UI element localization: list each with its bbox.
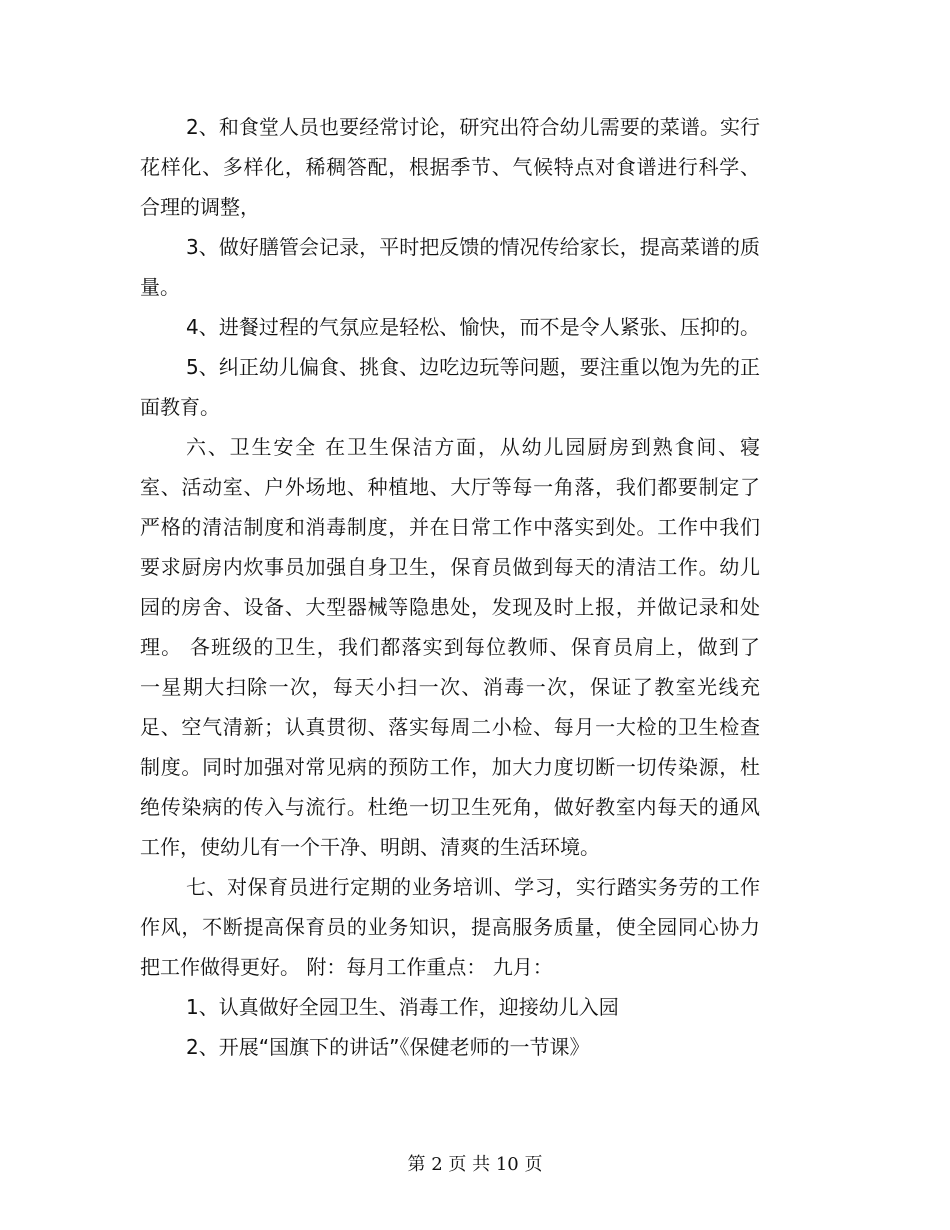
paragraph-line: 面教育。 (140, 395, 220, 419)
paragraph-line: 4、进餐过程的气氛应是轻松、愉快，而不是令人紧张、压抑的。 (186, 315, 760, 339)
paragraph-line: 1、认真做好全园卫生、消毒工作，迎接幼儿入园 (186, 995, 619, 1019)
paragraph-line: 要求厨房内炊事员加强自身卫生，保育员做到每天的清洁工作。幼儿 (140, 555, 760, 579)
paragraph-line: 合理的调整， (140, 195, 260, 219)
paragraph-line: 六、卫生安全 在卫生保洁方面，从幼儿园厨房到熟食间、寝 (186, 435, 760, 459)
paragraph-line: 足、空气清新；认真贯彻、落实每周二小检、每月一大检的卫生检查 (140, 715, 760, 739)
paragraph-line: 5、纠正幼儿偏食、挑食、边吃边玩等问题，要注重以饱为先的正 (186, 355, 760, 379)
paragraph-line: 3、做好膳管会记录，平时把反馈的情况传给家长，提高菜谱的质 (186, 235, 760, 259)
paragraph-line: 园的房舍、设备、大型器械等隐患处，发现及时上报，并做记录和处 (140, 595, 760, 619)
paragraph-line: 严格的清洁制度和消毒制度，并在日常工作中落实到处。工作中我们 (140, 515, 760, 539)
page-number-footer: 第 2 页 共 10 页 (407, 1154, 543, 1175)
paragraph-line: 量。 (140, 275, 180, 299)
paragraph-line: 制度。同时加强对常见病的预防工作，加大力度切断一切传染源，杜 (140, 755, 760, 779)
paragraph-line: 把工作做得更好。 附：每月工作重点： 九月： (140, 955, 553, 979)
paragraph-line: 2、和食堂人员也要经常讨论，研究出符合幼儿需要的菜谱。实行 (186, 115, 760, 139)
paragraph-line: 2、开展“国旗下的讲话”《保健老师的一节课》 (186, 1035, 590, 1059)
paragraph-line: 工作，使幼儿有一个干净、明朗、清爽的生活环境。 (140, 835, 600, 859)
paragraph-line: 室、活动室、户外场地、种植地、大厅等每一角落，我们都要制定了 (140, 475, 760, 499)
paragraph-line: 作风，不断提高保育员的业务知识，提高服务质量，使全园同心协力 (140, 915, 760, 939)
paragraph-line: 绝传染病的传入与流行。杜绝一切卫生死角，做好教室内每天的通风 (140, 795, 760, 819)
paragraph-line: 理。 各班级的卫生，我们都落实到每位教师、保育员肩上，做到了 (140, 635, 760, 659)
paragraph-line: 七、对保育员进行定期的业务培训、学习，实行踏实务劳的工作 (186, 875, 760, 899)
paragraph-line: 一星期大扫除一次，每天小扫一次、消毒一次，保证了教室光线充 (140, 675, 760, 699)
document-body (140, 107, 760, 1067)
paragraph-line: 花样化、多样化，稀稠答配，根据季节、气候特点对食谱进行科学、 (140, 155, 760, 179)
